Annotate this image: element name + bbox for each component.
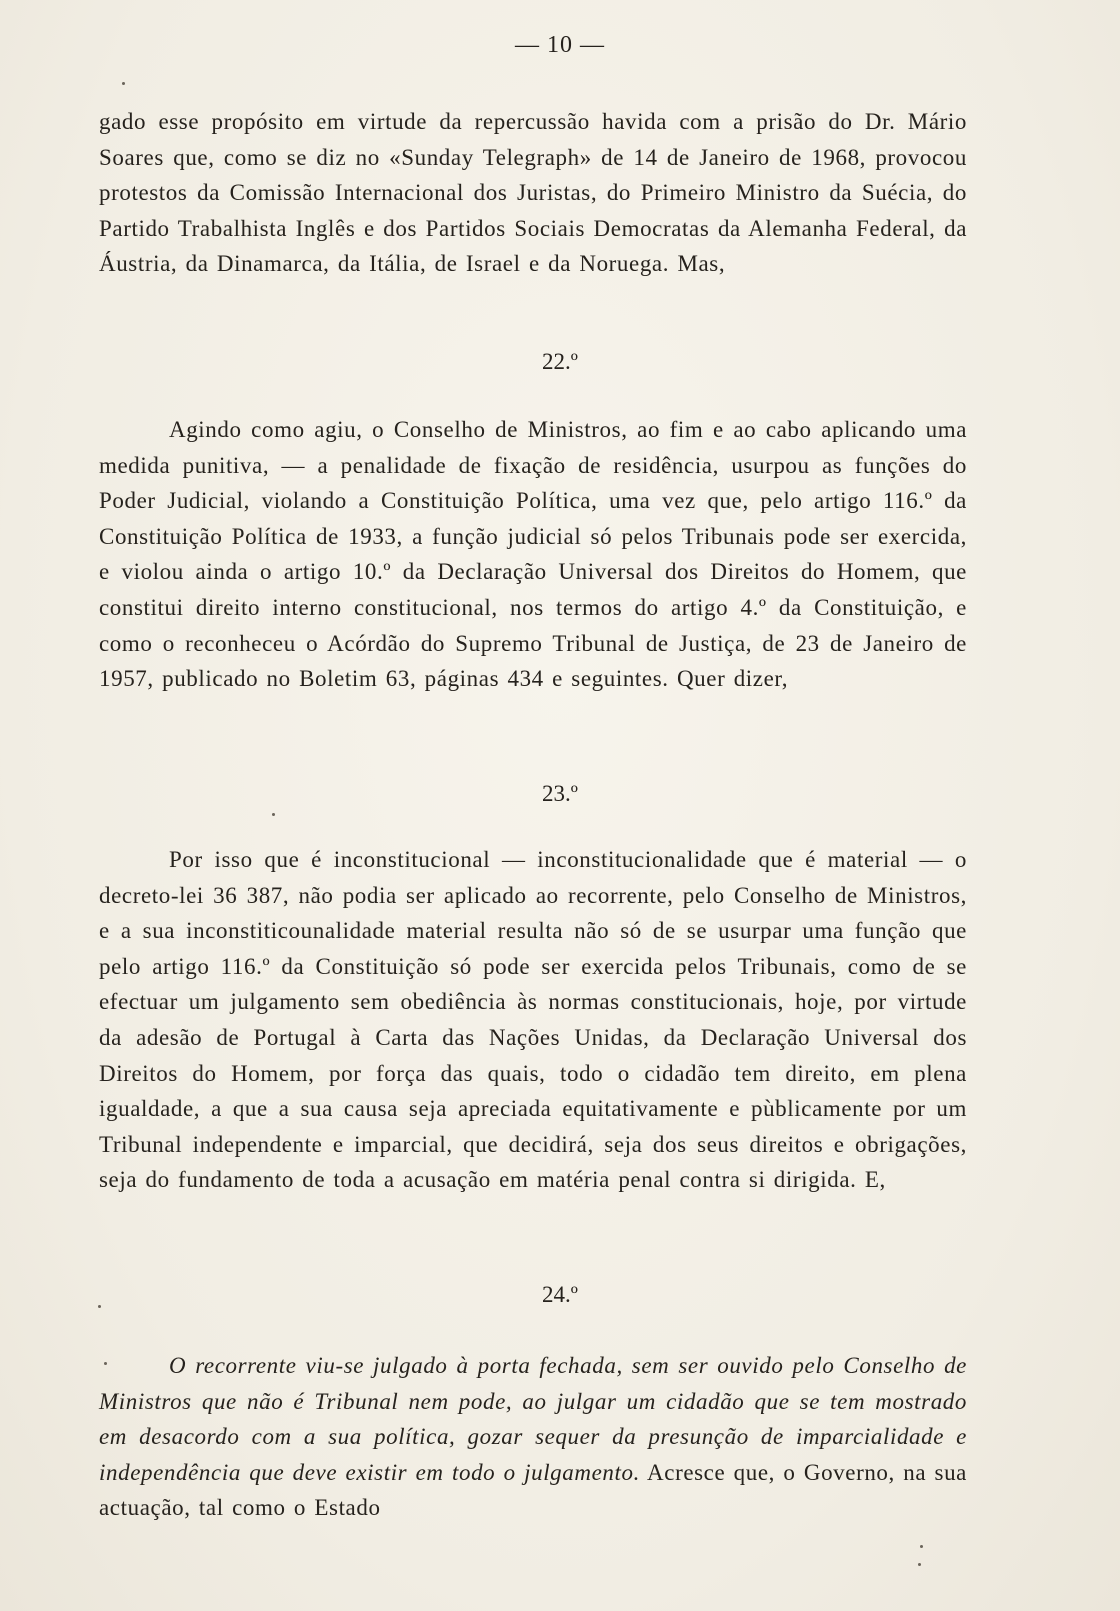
paragraph-21-continuation: gado esse propósito em virtude da repercussão havida com a prisão do Dr. Mário Soares que, como se diz no «Sunday Telegraph» de 14 de Janeiro de 1968, provocou protestos da Comissão Internacional dos Juristas, do Primeiro Ministro da Suécia, do Partido Trabalhista Inglês e dos Partidos Sociais Democratas da Alemanha Federal, da Áustria, da Dinamarca, da Itália, de Israel e da Noruega. Mas, (99, 109, 967, 277)
paper-speck (920, 1545, 923, 1548)
paragraph-22: Agindo como agiu, o Conselho de Ministros, ao fim e ao cabo aplicando uma medida punitiva, — a penalidade de fixação de residência, usurpou as funções do Poder Judicial, violando a Constituição Política, uma vez que, pelo artigo 116.º da Constituição Política de 1933, a função judicial só pelos Tribunais pode ser exercida, e violou ainda o artigo 10.º da Declaração Universal dos Direitos do Homem, que constitui direito interno constitucional, nos termos do artigo 4.º da Constituição, e como o reconheceu o Acórdão do Supremo Tribunal de Justiça, de 23 de Janeiro de 1957, publicado no Boletim 63, páginas 434 e seguintes. Quer dizer, (99, 417, 967, 692)
paragraph-24 (99, 1348, 967, 1526)
page-number: — 10 — (515, 32, 605, 58)
paper-speck (272, 813, 275, 816)
section-number-24: 24.º (542, 1282, 578, 1307)
paper-speck (918, 1563, 921, 1566)
paper-speck (104, 1362, 107, 1365)
paper-speck (122, 82, 125, 85)
section-number-23: 23.º (542, 781, 578, 806)
paper-speck (98, 1305, 101, 1308)
paragraph-24-italic-text: O recorrente viu-se julgado à porta fechada, sem ser ouvido pelo Conselho de Ministros que não é Tribunal nem pode, ao julgar um cidadão que se tem mostrado em desacordo com a sua política, gozar sequer da presunção de imparcialidade e independência que deve existir em todo o julgamento. (99, 1353, 967, 1485)
paragraph-23: Por isso que é inconstitucional — inconstitucionalidade que é material — o decreto-lei 36 387, não podia ser aplicado ao recorrente, pelo Conselho de Ministros, e a sua inconstiticounalidade material resulta não só de se usurpar uma função que pelo artigo 116.º da Constituição só pode ser exercida pelos Tribunais, como de se efectuar um julgamento sem obediência às normas constitucionais, hoje, por virtude da adesão de Portugal à Carta das Nações Unidas, da Declaração Universal dos Direitos do Homem, por força das quais, todo o cidadão tem direito, em plena igualdade, a que a sua causa seja apreciada equitativamente e pùblicamente por um Tribunal independente e imparcial, que decidirá, seja dos seus direitos e obrigações, seja do fundamento de toda a acusação em matéria penal contra si dirigida. E, (99, 847, 967, 1193)
section-number-22: 22.º (542, 349, 578, 374)
paragraph-24-text: Acresce que, o Governo, na sua actuação, tal como o Estado (99, 1459, 967, 1521)
